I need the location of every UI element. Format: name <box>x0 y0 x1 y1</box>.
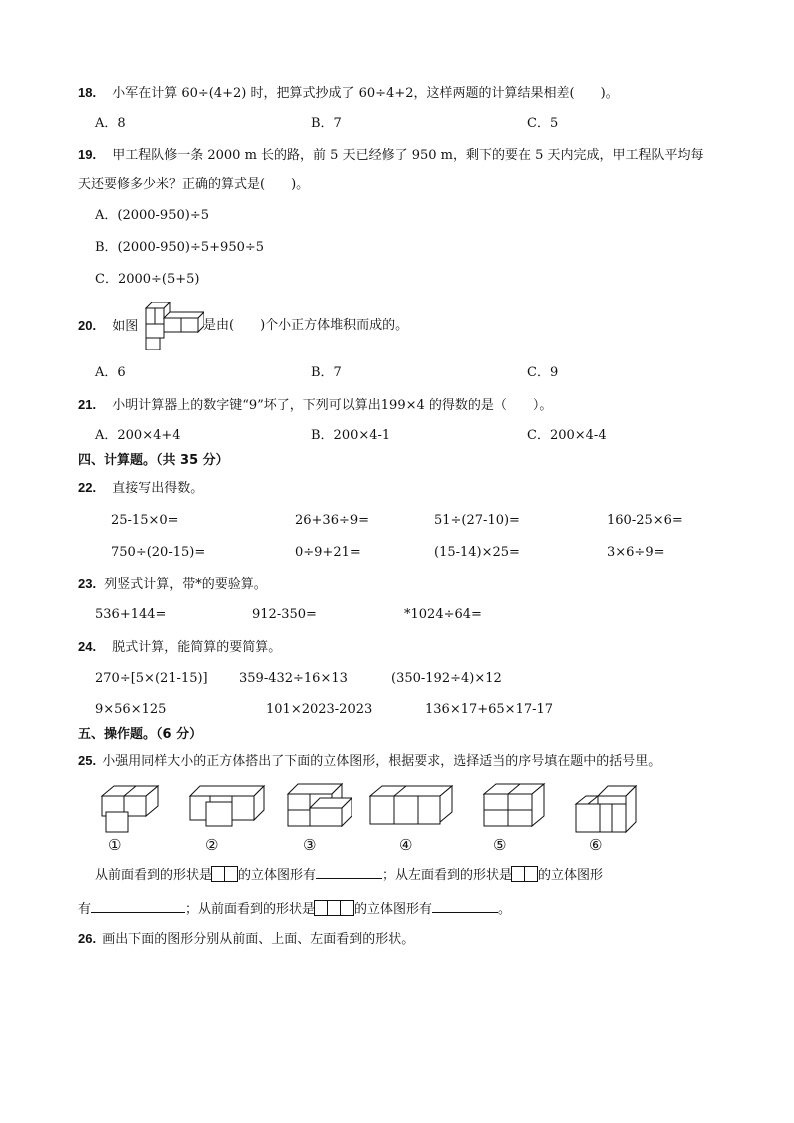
question-text: 甲工程队修一条 2000 m 长的路，前 5 天已经修了 950 m，剩下的要在 5 天内完成，甲工程队平均每 <box>112 148 704 163</box>
option-a: A．200×4+4 <box>95 428 181 443</box>
calc-item: 270÷[5×(21-15)] <box>95 671 208 686</box>
answer-blank[interactable] <box>91 900 185 913</box>
question-number: 20. <box>78 318 97 333</box>
option-c: C．9 <box>527 365 559 380</box>
question-number: 18. <box>78 85 97 100</box>
question-number: 22. <box>78 480 97 495</box>
fill-text: 的立体图形有 <box>238 868 317 883</box>
option-c: C．5 <box>527 116 559 131</box>
question-number: 19. <box>78 147 97 162</box>
fill-text: ；从左面看到的形状是 <box>382 868 513 883</box>
option-c: C．200×4-4 <box>527 428 607 443</box>
section-heading-4: 四、计算题。（共 35 分） <box>78 453 229 468</box>
question-19 <box>78 146 704 165</box>
calc-item: (15-14)×25= <box>434 545 520 560</box>
calc-item: 160-25×6= <box>607 513 683 528</box>
calc-item: 3×6÷9= <box>607 545 665 560</box>
option-a: A．6 <box>95 365 126 380</box>
calc-item: (350-192÷4)×12 <box>391 671 502 686</box>
option-b: B．7 <box>311 365 342 380</box>
calc-item: *1024÷64= <box>404 607 482 622</box>
figure-2 <box>186 782 266 828</box>
option-b: B．200×4-1 <box>311 428 391 443</box>
figure-label-5: ⑤ <box>493 836 507 854</box>
option-b: B．7 <box>311 116 342 131</box>
fill-text: 的立体图形 <box>538 868 604 883</box>
section-heading-5: 五、操作题。（6 分） <box>78 727 203 742</box>
figure-1 <box>100 782 160 834</box>
figure-4 <box>368 782 454 828</box>
question-number: 26. <box>78 931 97 946</box>
fill-text: 有 <box>78 902 92 917</box>
calc-item: 536+144= <box>95 607 167 622</box>
question-24 <box>78 638 281 657</box>
calc-item: 9×56×125 <box>95 702 167 717</box>
figure-5 <box>480 782 546 828</box>
figure-label-4: ④ <box>399 836 413 854</box>
question-text: 脱式计算，能简算的要简算。 <box>112 640 282 655</box>
figure-label-3: ③ <box>303 836 317 854</box>
figure-6 <box>574 782 638 836</box>
fill-in-line-1 <box>95 866 603 888</box>
question-number: 25. <box>78 753 97 768</box>
question-23 <box>78 575 267 594</box>
fill-text: 。 <box>498 902 512 917</box>
question-21 <box>78 396 552 415</box>
calc-item: 101×2023-2023 <box>266 702 373 717</box>
question-text: 直接写出得数。 <box>112 481 204 496</box>
question-text: 如图 <box>112 319 139 334</box>
question-text: 小强用同样大小的正方体搭出了下面的立体图形，根据要求，选择适当的序号填在题中的括号里。 <box>102 754 662 769</box>
question-20 <box>78 317 138 336</box>
calc-item: 136×17+65×17-17 <box>425 702 554 717</box>
answer-blank[interactable] <box>316 866 382 879</box>
calc-item: 0÷9+21= <box>295 545 361 560</box>
cube-stack-figure <box>140 302 204 350</box>
question-25 <box>78 752 661 771</box>
answer-blank[interactable] <box>432 900 498 913</box>
fill-text: 的立体图形有 <box>354 902 433 917</box>
figure-label-2: ② <box>205 836 219 854</box>
calc-item: 51÷(27-10)= <box>434 513 520 528</box>
option-a: A．8 <box>95 116 126 131</box>
question-26 <box>78 930 414 949</box>
calc-item: 750÷(20-15)= <box>111 545 206 560</box>
question-22 <box>78 479 203 498</box>
calc-item: 25-15×0= <box>111 513 179 528</box>
question-text: 列竖式计算，带*的要验算。 <box>104 577 267 592</box>
figure-3 <box>286 782 352 828</box>
calc-item: 359-432÷16×13 <box>239 671 348 686</box>
question-text: 画出下面的图形分别从前面、上面、左面看到的形状。 <box>102 932 415 947</box>
question-text-cont: 是由( )个小正方体堆积而成的。 <box>203 318 409 333</box>
calc-item: 26+36÷9= <box>295 513 370 528</box>
question-text: 小军在计算 60÷(4+2) 时，把算式抄成了 60÷4+2，这样两题的计算结果相差( )。 <box>112 86 619 101</box>
question-18 <box>78 84 619 103</box>
question-number: 24. <box>78 639 97 654</box>
question-text: 小明计算器上的数字键“9”坏了，下列可以算出199×4 的得数的是（ ）。 <box>112 398 553 413</box>
question-text-cont: 天还要修多少米？正确的算式是( )。 <box>78 177 310 192</box>
option-b: B．(2000-950)÷5+950÷5 <box>95 240 265 255</box>
fill-text: ；从前面看到的形状是 <box>185 902 316 917</box>
view-shape-two-squares <box>212 866 238 888</box>
question-number: 23. <box>78 576 97 591</box>
fill-text: 从前面看到的形状是 <box>95 868 213 883</box>
option-c: C．2000÷(5+5) <box>95 272 200 287</box>
fill-in-line-2 <box>78 900 511 922</box>
question-number: 21. <box>78 397 97 412</box>
view-shape-three-squares <box>315 900 354 922</box>
calc-item: 912-350= <box>252 607 317 622</box>
option-a: A．(2000-950)÷5 <box>95 208 209 223</box>
figure-label-6: ⑥ <box>589 836 603 854</box>
view-shape-two-squares <box>512 866 538 888</box>
figure-label-1: ① <box>108 836 122 854</box>
